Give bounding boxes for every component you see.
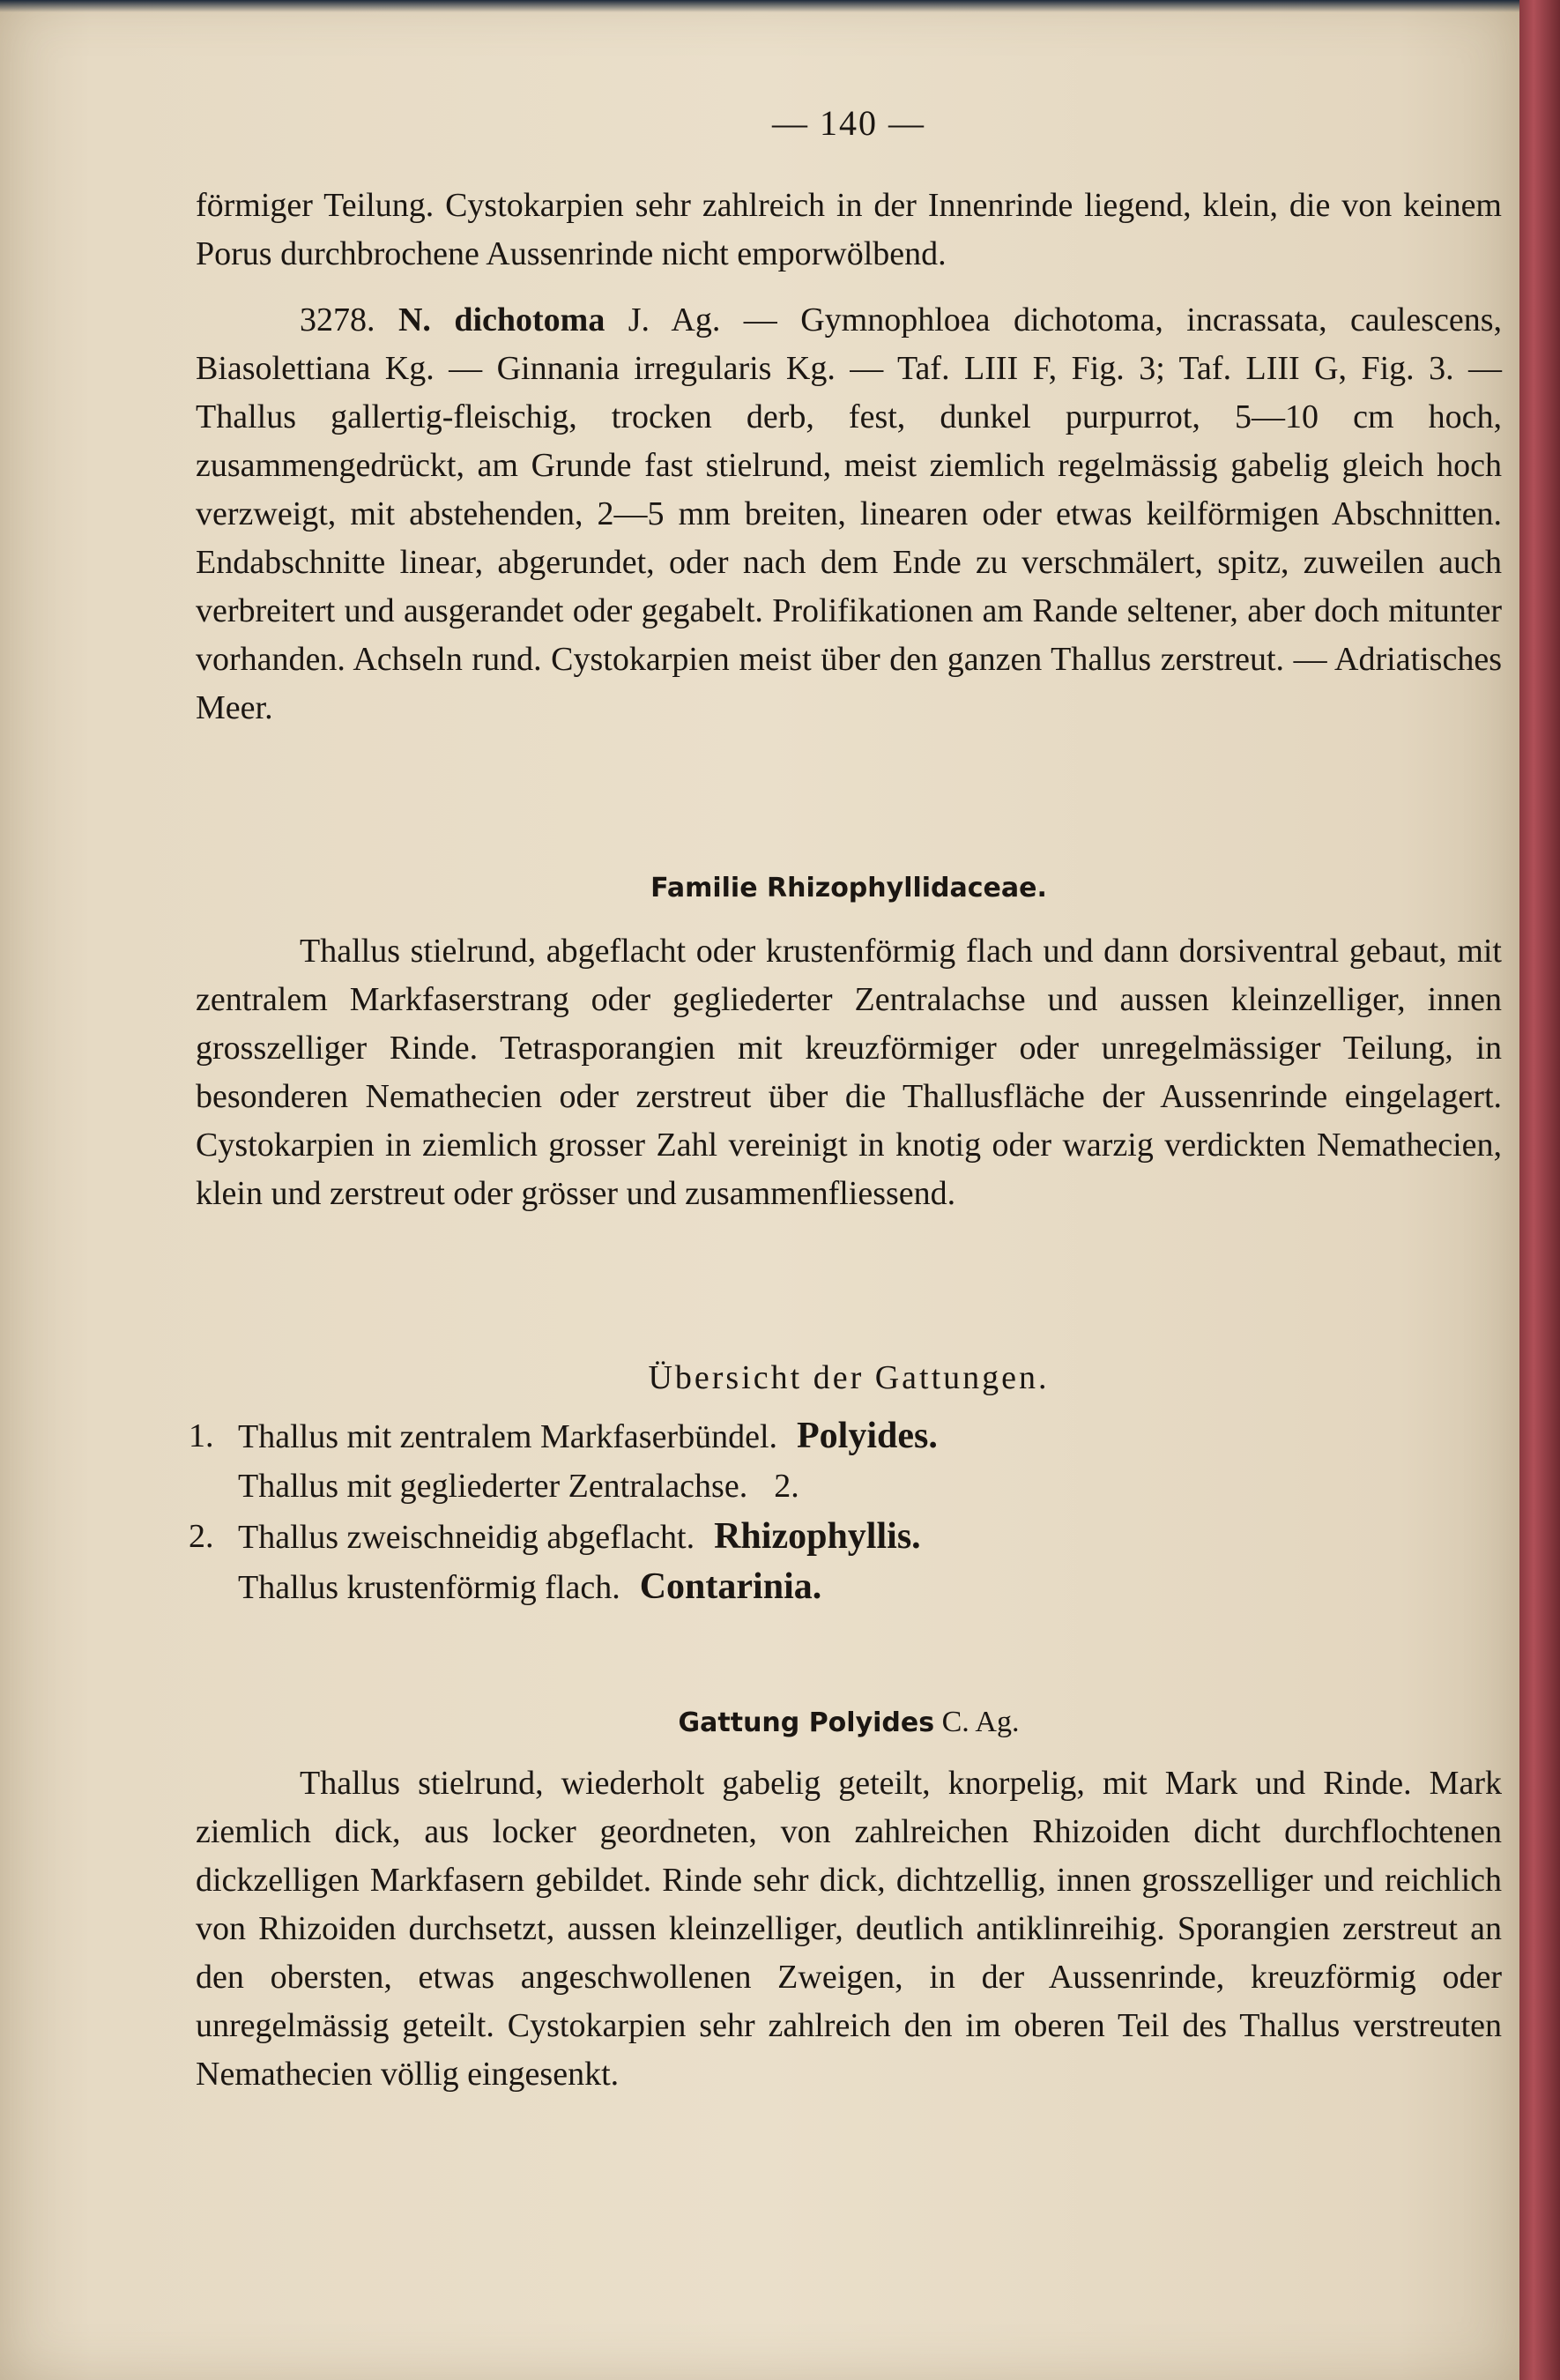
- continued-paragraph-text: förmiger Teilung. Cystokarpien sehr zahlreich in der Innenrinde liegend, klein, die von keinem Porus durchbrochene Aussenrinde nicht emporwölbend.: [196, 187, 1502, 272]
- page-number: — 140 —: [772, 103, 925, 143]
- family-heading: Familie Rhizophyllidaceae.: [650, 873, 1047, 904]
- species-description: J. Ag. — Gymnophloea dichotoma, incrassata, caulescens, Biasolettiana Kg. — Ginnania irregularis Kg. — Taf. LIII F, Fig. 3; Taf. LIII G, Fig. 3. — Thallus gallertig-fleischig, trocken derb, fest, dunkel purpurrot, 5—10 cm hoch, zusammengedrückt, am Grunde fast stielrund, meist ziemlich regelmässig gabelig gleich hoch verzweigt, mit abstehenden, 2—5 mm breiten, linearen oder etwas keilförmigen Abschnitten. Endabschnitte linear, abgerundet, oder nach dem Ende zu verschmälert, spitz, zuweilen auch verbreitert und ausgerandet oder gegabelt. Prolifikationen am Rande seltener, aber doch mitunter vorhanden. Achseln rund. Cystokarpien meist über den ganzen Thallus zerstreut. — Adriatisches Meer.: [196, 301, 1502, 726]
- key-result: Rhizophyllis.: [714, 1516, 921, 1557]
- key-number: 1.: [189, 1417, 214, 1454]
- species-entry-text: [196, 296, 1502, 733]
- book-cover-edge: [1519, 0, 1560, 2380]
- family-description-text: Thallus stielrund, abgeflacht oder krustenförmig flach und dann dorsiventral gebaut, mit zentralem Markfaserstrang oder gegliederter Zentralachse und aussen kleinzelliger, innen grosszelliger Rinde. Tetrasporangien mit kreuzförmiger oder unregelmässiger Teilung, in besonderen Nemathecien oder zerstreut über die Thallusfläche der Aussenrinde eingelagert. Cystokarpien in ziemlich grosser Zahl vereinigt in knotig oder warzig verdickten Nemathecien, klein und zerstreut oder grösser und zusammenfliessend.: [196, 933, 1502, 1212]
- overview-heading: Übersicht der Gattungen.: [648, 1359, 1050, 1396]
- key-row: [189, 1563, 1334, 1613]
- key-text: Thallus mit gegliederter Zentralachse.: [238, 1468, 748, 1505]
- key-row: [189, 1462, 1334, 1513]
- key-text: Thallus mit zentralem Markfaserbündel.: [238, 1418, 778, 1455]
- genus-name: Gattung Polyides: [678, 1707, 935, 1738]
- key-number: 2.: [189, 1518, 214, 1555]
- key-row: [189, 1513, 1334, 1563]
- key-text: Thallus krustenförmig flach.: [238, 1569, 620, 1606]
- scan-border: [0, 0, 1519, 12]
- genus-description-text: Thallus stielrund, wiederholt gabelig geteilt, knorpelig, mit Mark und Rinde. Mark ziemlich dick, aus locker geordneten, von zahlreichen Rhizoiden dicht durchflochtenen dickzelligen Markfasern gebildet. Rinde sehr dick, dichtzellig, innen grosszelliger und reichlich von Rhizoiden durchsetzt, aussen kleinzelliger, deutlich antiklinreihig. Sporangien zerstreut an den obersten, etwas angeschwollenen Zweigen, in der Aussenrinde, kreuzförmig oder unregelmässig geteilt. Cystokarpien sehr zahlreich den im oberen Teil des Thallus verstreuten Nemathecien völlig eingesenkt.: [196, 1765, 1502, 2093]
- species-entry: [196, 296, 1502, 733]
- key-result: Contarinia.: [639, 1566, 822, 1607]
- genus-key: [189, 1412, 1334, 1613]
- key-text: Thallus zweischneidig abgeflacht.: [238, 1519, 695, 1556]
- genus-description: [196, 1759, 1502, 2099]
- species-number: 3278.: [300, 301, 375, 338]
- family-description: [196, 927, 1502, 1218]
- genus-author: C. Ag.: [934, 1706, 1020, 1738]
- key-result: Polyides.: [797, 1416, 938, 1456]
- genus-heading: [196, 1698, 1502, 1747]
- continued-paragraph: [196, 182, 1502, 279]
- species-name: N. dichotoma: [397, 301, 605, 338]
- key-reference: 2.: [774, 1468, 799, 1505]
- key-row: [189, 1412, 1334, 1462]
